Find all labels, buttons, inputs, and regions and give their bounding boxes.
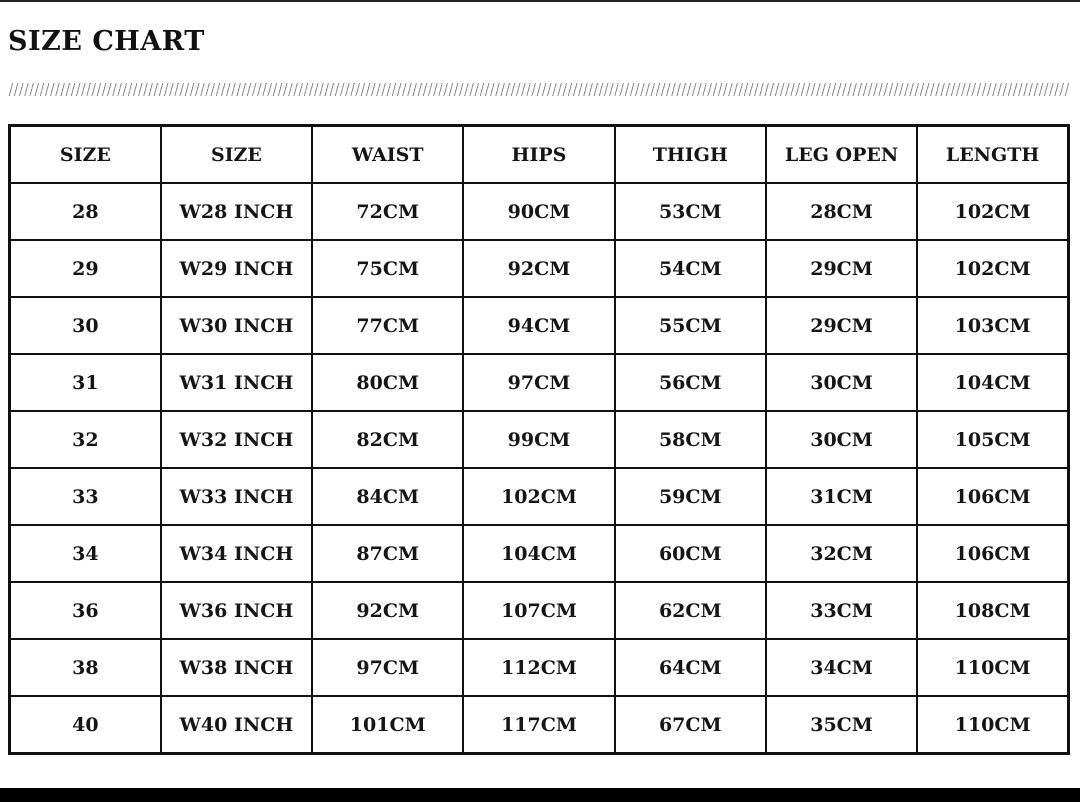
- cell-length: 110CM: [917, 639, 1068, 696]
- cell-hips: 107CM: [463, 582, 614, 639]
- cell-thigh: 64CM: [615, 639, 766, 696]
- cell-waist: 84CM: [312, 468, 463, 525]
- cell-leg-open: 29CM: [766, 297, 917, 354]
- table-row: [10, 354, 1069, 411]
- cell-waist: 75CM: [312, 240, 463, 297]
- cell-size-inch: W30 INCH: [161, 297, 312, 354]
- cell-waist: 101CM: [312, 696, 463, 754]
- cell-hips: 104CM: [463, 525, 614, 582]
- cell-length: 102CM: [917, 183, 1068, 240]
- header-thigh: THIGH: [615, 126, 766, 184]
- cell-thigh: 55CM: [615, 297, 766, 354]
- cell-length: 105CM: [917, 411, 1068, 468]
- header-length: LENGTH: [917, 126, 1068, 184]
- table-row: [10, 240, 1069, 297]
- cell-leg-open: 31CM: [766, 468, 917, 525]
- cell-length: 106CM: [917, 525, 1068, 582]
- cell-hips: 102CM: [463, 468, 614, 525]
- table-row: [10, 411, 1069, 468]
- cell-waist: 77CM: [312, 297, 463, 354]
- cell-length: 102CM: [917, 240, 1068, 297]
- page-title: SIZE CHART: [8, 26, 205, 57]
- cell-hips: 92CM: [463, 240, 614, 297]
- table-row: [10, 183, 1069, 240]
- table-row: [10, 468, 1069, 525]
- cell-waist: 92CM: [312, 582, 463, 639]
- cell-leg-open: 34CM: [766, 639, 917, 696]
- cell-waist: 87CM: [312, 525, 463, 582]
- top-border-line: [0, 0, 1080, 2]
- cell-length: 110CM: [917, 696, 1068, 754]
- cell-size: 28: [10, 183, 161, 240]
- header-leg-open: LEG OPEN: [766, 126, 917, 184]
- cell-size: 36: [10, 582, 161, 639]
- cell-size: 33: [10, 468, 161, 525]
- table-header-row: [10, 126, 1069, 184]
- cell-size-inch: W34 INCH: [161, 525, 312, 582]
- cell-thigh: 58CM: [615, 411, 766, 468]
- cell-thigh: 53CM: [615, 183, 766, 240]
- table-row: [10, 639, 1069, 696]
- cell-waist: 82CM: [312, 411, 463, 468]
- header-hips: HIPS: [463, 126, 614, 184]
- cell-leg-open: 30CM: [766, 411, 917, 468]
- cell-leg-open: 29CM: [766, 240, 917, 297]
- cell-hips: 90CM: [463, 183, 614, 240]
- cell-leg-open: 35CM: [766, 696, 917, 754]
- cell-thigh: 59CM: [615, 468, 766, 525]
- cell-thigh: 60CM: [615, 525, 766, 582]
- cell-length: 103CM: [917, 297, 1068, 354]
- cell-hips: 112CM: [463, 639, 614, 696]
- hatched-divider: [8, 83, 1070, 96]
- cell-thigh: 62CM: [615, 582, 766, 639]
- cell-thigh: 54CM: [615, 240, 766, 297]
- cell-hips: 117CM: [463, 696, 614, 754]
- cell-size-inch: W29 INCH: [161, 240, 312, 297]
- bottom-black-bar: [0, 788, 1080, 802]
- cell-leg-open: 30CM: [766, 354, 917, 411]
- cell-size: 30: [10, 297, 161, 354]
- cell-waist: 72CM: [312, 183, 463, 240]
- cell-size-inch: W28 INCH: [161, 183, 312, 240]
- cell-hips: 99CM: [463, 411, 614, 468]
- cell-size: 34: [10, 525, 161, 582]
- cell-thigh: 67CM: [615, 696, 766, 754]
- header-waist: WAIST: [312, 126, 463, 184]
- cell-size: 29: [10, 240, 161, 297]
- cell-size-inch: W36 INCH: [161, 582, 312, 639]
- cell-leg-open: 32CM: [766, 525, 917, 582]
- cell-size-inch: W32 INCH: [161, 411, 312, 468]
- cell-size-inch: W40 INCH: [161, 696, 312, 754]
- cell-thigh: 56CM: [615, 354, 766, 411]
- cell-size: 31: [10, 354, 161, 411]
- table-row: [10, 582, 1069, 639]
- table-row: [10, 297, 1069, 354]
- cell-leg-open: 28CM: [766, 183, 917, 240]
- cell-length: 108CM: [917, 582, 1068, 639]
- table-row: [10, 525, 1069, 582]
- size-chart-table: [8, 124, 1070, 755]
- cell-hips: 97CM: [463, 354, 614, 411]
- cell-size: 32: [10, 411, 161, 468]
- cell-size-inch: W38 INCH: [161, 639, 312, 696]
- header-size-inch: SIZE: [161, 126, 312, 184]
- header-size: SIZE: [10, 126, 161, 184]
- cell-waist: 97CM: [312, 639, 463, 696]
- cell-length: 104CM: [917, 354, 1068, 411]
- cell-size-inch: W31 INCH: [161, 354, 312, 411]
- cell-hips: 94CM: [463, 297, 614, 354]
- cell-size-inch: W33 INCH: [161, 468, 312, 525]
- size-chart-table-container: [8, 124, 1070, 739]
- cell-leg-open: 33CM: [766, 582, 917, 639]
- cell-size: 38: [10, 639, 161, 696]
- cell-size: 40: [10, 696, 161, 754]
- table-body: [10, 183, 1069, 754]
- cell-length: 106CM: [917, 468, 1068, 525]
- cell-waist: 80CM: [312, 354, 463, 411]
- table-row: [10, 696, 1069, 754]
